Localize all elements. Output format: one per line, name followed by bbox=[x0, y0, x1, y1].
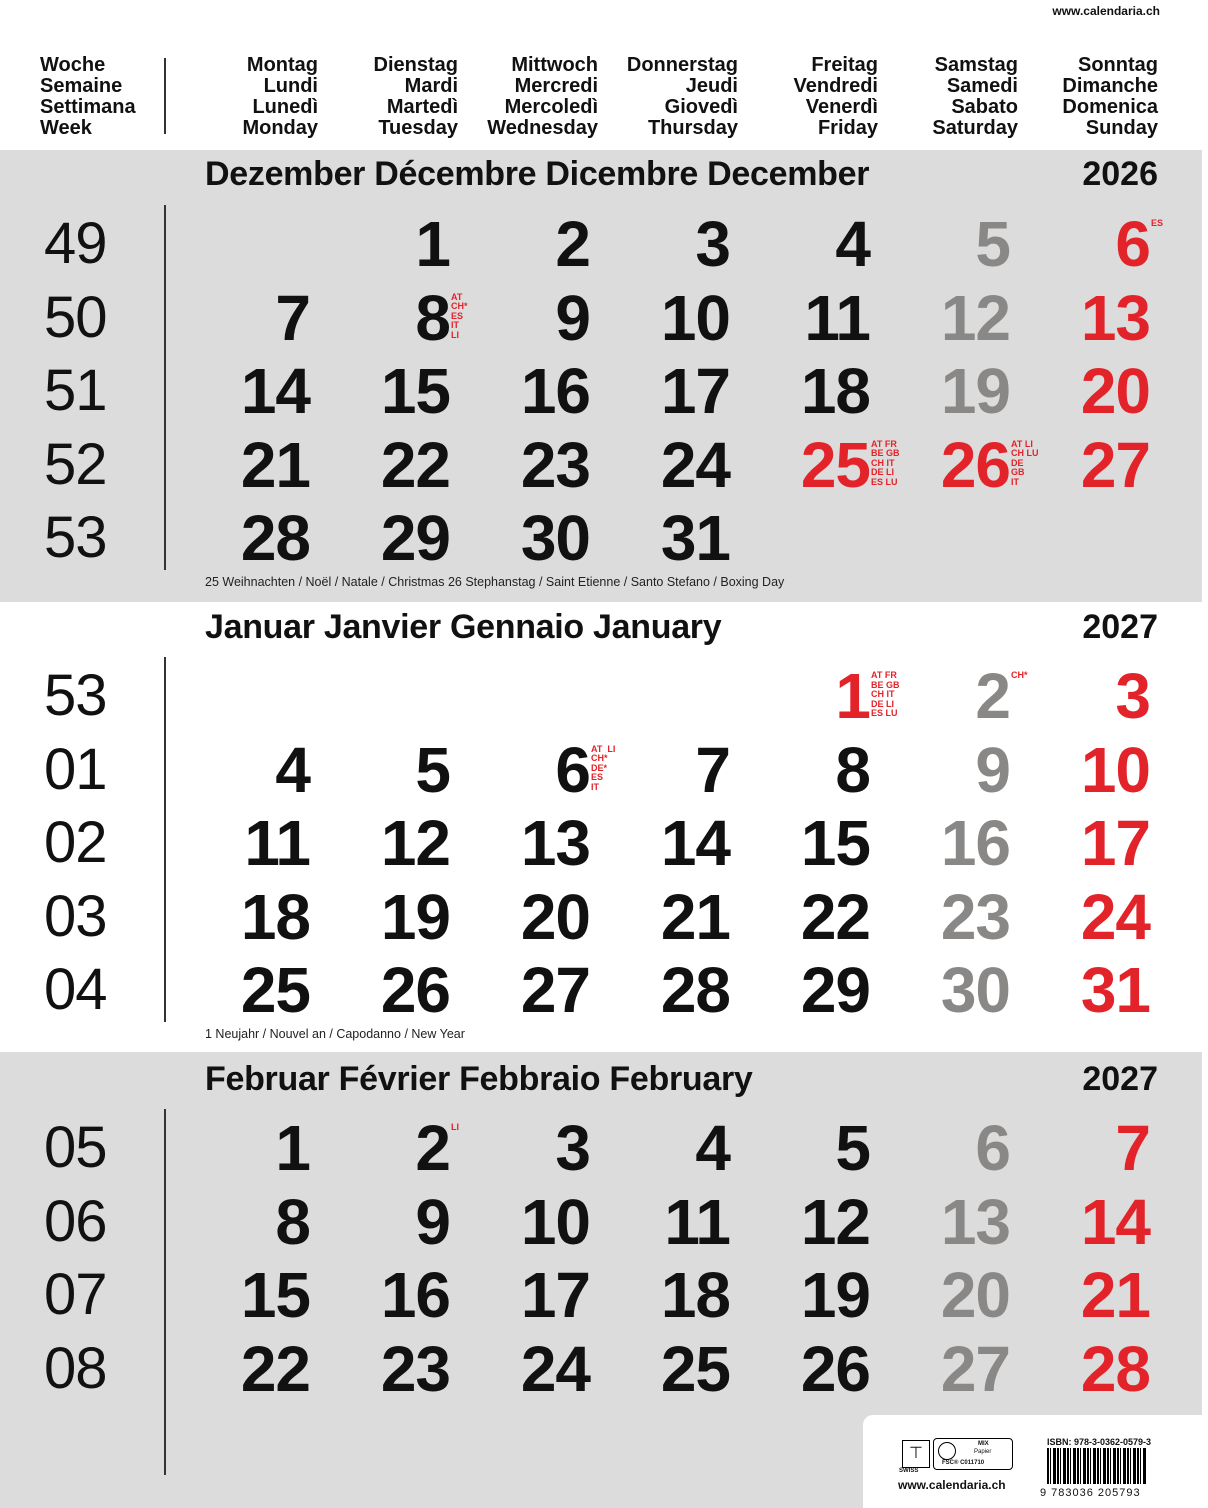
day-header-label: Dimanche bbox=[1062, 75, 1158, 97]
week-number: 49 bbox=[44, 211, 107, 276]
month-year: 2026 bbox=[1082, 155, 1158, 193]
calendar-day: 6 bbox=[555, 733, 590, 806]
barcode-icon bbox=[1047, 1448, 1147, 1484]
month-title: Dezember Décembre Dicembre December bbox=[205, 155, 870, 193]
barcode-number: 9 783036 205793 bbox=[1040, 1487, 1141, 1499]
week-header bbox=[40, 55, 136, 139]
month-year: 2027 bbox=[1082, 1060, 1158, 1098]
calendar-day: 16 bbox=[380, 1259, 450, 1331]
fsc-logo-icon bbox=[933, 1438, 1013, 1470]
calendar-day: 13 bbox=[940, 1185, 1010, 1258]
calendar-day: 2 bbox=[975, 660, 1010, 732]
calendar-day: 12 bbox=[800, 1185, 870, 1258]
holiday-regions: LI bbox=[451, 1122, 459, 1132]
day-header-label: Monday bbox=[242, 117, 318, 139]
week-number: 51 bbox=[44, 358, 107, 423]
calendar-day: 17 bbox=[520, 1259, 590, 1331]
calendar-day: 9 bbox=[415, 1185, 450, 1258]
week-number: 52 bbox=[44, 431, 107, 497]
calendar-day: 12 bbox=[380, 807, 450, 879]
calendar-day: 13 bbox=[520, 807, 590, 879]
day-header-label: Freitag bbox=[811, 54, 878, 76]
holiday-regions: AT LI CH LU DE GB IT bbox=[1011, 438, 1039, 487]
day-header-tuesday bbox=[318, 55, 458, 139]
calendar-day: 4 bbox=[695, 1112, 730, 1184]
calendar-day: 28 bbox=[240, 502, 310, 574]
week-number: 05 bbox=[44, 1115, 107, 1180]
calendar-day: 24 bbox=[660, 428, 730, 501]
fsc-code: FSC® C011710 bbox=[942, 1460, 985, 1466]
month-title: Januar Janvier Gennaio January bbox=[205, 608, 722, 646]
day-header-label: Montag bbox=[246, 54, 318, 76]
fsc-mix: MIX bbox=[978, 1441, 989, 1447]
week-number: 08 bbox=[44, 1335, 107, 1401]
calendar-day: 12 bbox=[940, 281, 1010, 354]
calendar-day: 28 bbox=[1080, 1332, 1150, 1405]
calendar-day: 15 bbox=[240, 1259, 310, 1331]
calendar-day: 14 bbox=[240, 355, 310, 427]
calendar-day: 27 bbox=[940, 1332, 1010, 1405]
calendar-day: 25 bbox=[240, 954, 310, 1026]
calendar-day: 10 bbox=[660, 281, 730, 354]
calendar-day: 7 bbox=[1115, 1112, 1150, 1184]
week-number: 01 bbox=[44, 736, 107, 802]
calendar-day: 20 bbox=[1080, 355, 1150, 427]
holiday-regions: CH* bbox=[1011, 670, 1028, 680]
calendar-day: 8 bbox=[415, 281, 450, 354]
calendar-day: 20 bbox=[940, 1259, 1010, 1331]
calendar-day: 14 bbox=[1080, 1185, 1150, 1258]
swiss-logo-icon: ⊤ bbox=[902, 1440, 930, 1468]
calendar-day: 10 bbox=[520, 1185, 590, 1258]
calendar-day: 4 bbox=[835, 208, 870, 280]
day-header-label: Wednesday bbox=[487, 117, 598, 139]
calendar-day: 25 bbox=[660, 1332, 730, 1405]
calendar-day: 3 bbox=[695, 208, 730, 280]
imprint-site: www.calendaria.ch bbox=[898, 1478, 1006, 1492]
calendar-day: 26 bbox=[380, 954, 450, 1026]
week-number: 06 bbox=[44, 1188, 107, 1254]
day-header-label: Vendredi bbox=[793, 75, 878, 97]
calendar-day: 7 bbox=[275, 281, 310, 354]
calendar-day: 2 bbox=[415, 1112, 450, 1184]
calendar-day: 11 bbox=[244, 807, 310, 879]
day-header-label: Mercredi bbox=[514, 75, 598, 97]
week-number: 02 bbox=[44, 810, 107, 875]
calendar-day: 26 bbox=[800, 1332, 870, 1405]
calendar-day: 22 bbox=[800, 880, 870, 953]
day-header-label: Mittwoch bbox=[511, 54, 598, 76]
day-header-label: Venerdì bbox=[805, 96, 878, 118]
holiday-regions: AT FR BE GB CH IT DE LI ES LU bbox=[871, 670, 900, 718]
calendar-day: 9 bbox=[555, 281, 590, 354]
calendar-day: 18 bbox=[240, 880, 310, 953]
day-header-label: Samstag bbox=[934, 54, 1018, 76]
calendar-day: 15 bbox=[380, 355, 450, 427]
calendar-day: 14 bbox=[660, 807, 730, 879]
calendar-day: 1 bbox=[835, 660, 870, 732]
day-header-label: Sabato bbox=[951, 96, 1018, 118]
calendar-day: 16 bbox=[520, 355, 590, 427]
day-header-label: Friday bbox=[817, 117, 878, 139]
calendar-day: 21 bbox=[1080, 1259, 1150, 1331]
holiday-regions: AT FR BE GB CH IT DE LI ES LU bbox=[871, 438, 900, 487]
calendar-day: 22 bbox=[240, 1332, 310, 1405]
calendar-day: 17 bbox=[660, 355, 730, 427]
day-header-friday bbox=[738, 55, 878, 139]
calendar-day: 29 bbox=[800, 954, 870, 1026]
week-number: 50 bbox=[44, 284, 107, 350]
calendar-day: 21 bbox=[240, 428, 310, 501]
day-header-label: Lunedì bbox=[252, 96, 318, 118]
calendar-day: 18 bbox=[800, 355, 870, 427]
day-header-monday bbox=[178, 55, 318, 139]
calendar-day: 8 bbox=[835, 733, 870, 806]
calendar-day: 24 bbox=[1080, 880, 1150, 953]
day-header-label: Saturday bbox=[932, 117, 1018, 139]
calendar-day: 1 bbox=[275, 1112, 310, 1184]
calendar-day: 19 bbox=[800, 1259, 870, 1331]
calendar-day: 9 bbox=[975, 733, 1010, 806]
calendar-day: 20 bbox=[520, 880, 590, 953]
calendar-day: 1 bbox=[415, 208, 450, 280]
day-header-label: Giovedì bbox=[664, 96, 738, 118]
calendar-day: 15 bbox=[800, 807, 870, 879]
calendar-day: 30 bbox=[520, 502, 590, 574]
holiday-footnote: 25 Weihnachten / Noël / Natale / Christmas 26 Stephanstag / Saint Etienne / Santo Stefano / Boxing Day bbox=[205, 575, 785, 589]
holiday-regions: AT LI CH* DE* ES IT bbox=[591, 743, 616, 792]
calendar-day: 8 bbox=[275, 1185, 310, 1258]
week-header-fr: Semaine bbox=[40, 75, 123, 97]
day-header-label: Mercoledì bbox=[504, 96, 598, 118]
calendar-day: 5 bbox=[975, 208, 1010, 280]
calendar-day: 4 bbox=[275, 733, 310, 806]
calendar-day: 31 bbox=[1080, 954, 1150, 1026]
calendar-day: 19 bbox=[380, 880, 450, 953]
calendar-day: 30 bbox=[940, 954, 1010, 1026]
week-number: 07 bbox=[44, 1262, 107, 1327]
day-header-label: Donnerstag bbox=[626, 54, 738, 76]
calendar-day: 6 bbox=[975, 1112, 1010, 1184]
week-number: 53 bbox=[44, 663, 107, 728]
swiss-label: SWISS bbox=[899, 1468, 919, 1474]
header-divider bbox=[164, 58, 166, 134]
calendar-day: 7 bbox=[695, 733, 730, 806]
calendar-day: 23 bbox=[380, 1332, 450, 1405]
day-header-label: Sunday bbox=[1085, 117, 1158, 139]
day-header-label: Sonntag bbox=[1078, 54, 1158, 76]
calendar-day: 18 bbox=[660, 1259, 730, 1331]
calendar-day: 23 bbox=[520, 428, 590, 501]
tree-icon bbox=[938, 1442, 956, 1460]
calendar-day: 11 bbox=[664, 1185, 730, 1258]
calendar-day: 2 bbox=[555, 208, 590, 280]
week-number: 04 bbox=[44, 957, 107, 1022]
day-header-sunday bbox=[1018, 55, 1158, 139]
calendar-day: 29 bbox=[380, 502, 450, 574]
month-title: Februar Février Febbraio February bbox=[205, 1060, 753, 1098]
holiday-regions: AT CH* ES IT LI bbox=[451, 291, 468, 340]
holiday-footnote: 1 Neujahr / Nouvel an / Capodanno / New Year bbox=[205, 1027, 465, 1041]
day-header-label: Domenica bbox=[1062, 96, 1158, 118]
calendar-day: 26 bbox=[940, 428, 1010, 501]
calendar-day: 22 bbox=[380, 428, 450, 501]
calendar-day: 23 bbox=[940, 880, 1010, 953]
week-number: 53 bbox=[44, 505, 107, 570]
calendar-day: 6 bbox=[1115, 208, 1150, 280]
day-header-label: Mardi bbox=[404, 75, 458, 97]
calendar-day: 17 bbox=[1080, 807, 1150, 879]
week-header-en: Week bbox=[40, 117, 92, 139]
day-header-saturday bbox=[878, 55, 1018, 139]
week-number: 03 bbox=[44, 883, 107, 949]
day-header-label: Thursday bbox=[647, 117, 738, 139]
month-year: 2027 bbox=[1082, 608, 1158, 646]
calendar-day: 27 bbox=[520, 954, 590, 1026]
day-header-label: Martedì bbox=[386, 96, 458, 118]
day-header-label: Lundi bbox=[263, 75, 318, 97]
calendar-day: 19 bbox=[940, 355, 1010, 427]
day-header-thursday bbox=[598, 55, 738, 139]
week-header-it: Settimana bbox=[40, 96, 136, 118]
day-header-label: Tuesday bbox=[378, 117, 458, 139]
calendar-day: 16 bbox=[940, 807, 1010, 879]
day-header-wednesday bbox=[458, 55, 598, 139]
calendar-day: 5 bbox=[415, 733, 450, 806]
fsc-paper: Papier bbox=[974, 1449, 992, 1455]
week-header-de: Woche bbox=[40, 54, 106, 76]
calendar-day: 21 bbox=[660, 880, 730, 953]
calendar-day: 25 bbox=[800, 428, 870, 501]
calendar-day: 28 bbox=[660, 954, 730, 1026]
calendar-day: 3 bbox=[555, 1112, 590, 1184]
calendar-day: 27 bbox=[1080, 428, 1150, 501]
calendar-day: 31 bbox=[660, 502, 730, 574]
website-url: www.calendaria.ch bbox=[1052, 4, 1160, 18]
holiday-regions: ES bbox=[1151, 218, 1164, 228]
calendar-day: 3 bbox=[1115, 660, 1150, 732]
calendar-day: 10 bbox=[1080, 733, 1150, 806]
calendar-day: 24 bbox=[520, 1332, 590, 1405]
calendar-day: 5 bbox=[835, 1112, 870, 1184]
calendar-day: 13 bbox=[1080, 281, 1150, 354]
day-header-label: Jeudi bbox=[685, 75, 738, 97]
calendar-day: 11 bbox=[804, 281, 870, 354]
day-header-label: Dienstag bbox=[373, 54, 458, 76]
day-header-label: Samedi bbox=[946, 75, 1018, 97]
isbn: ISBN: 978-3-0362-0579-3 bbox=[1047, 1437, 1152, 1447]
